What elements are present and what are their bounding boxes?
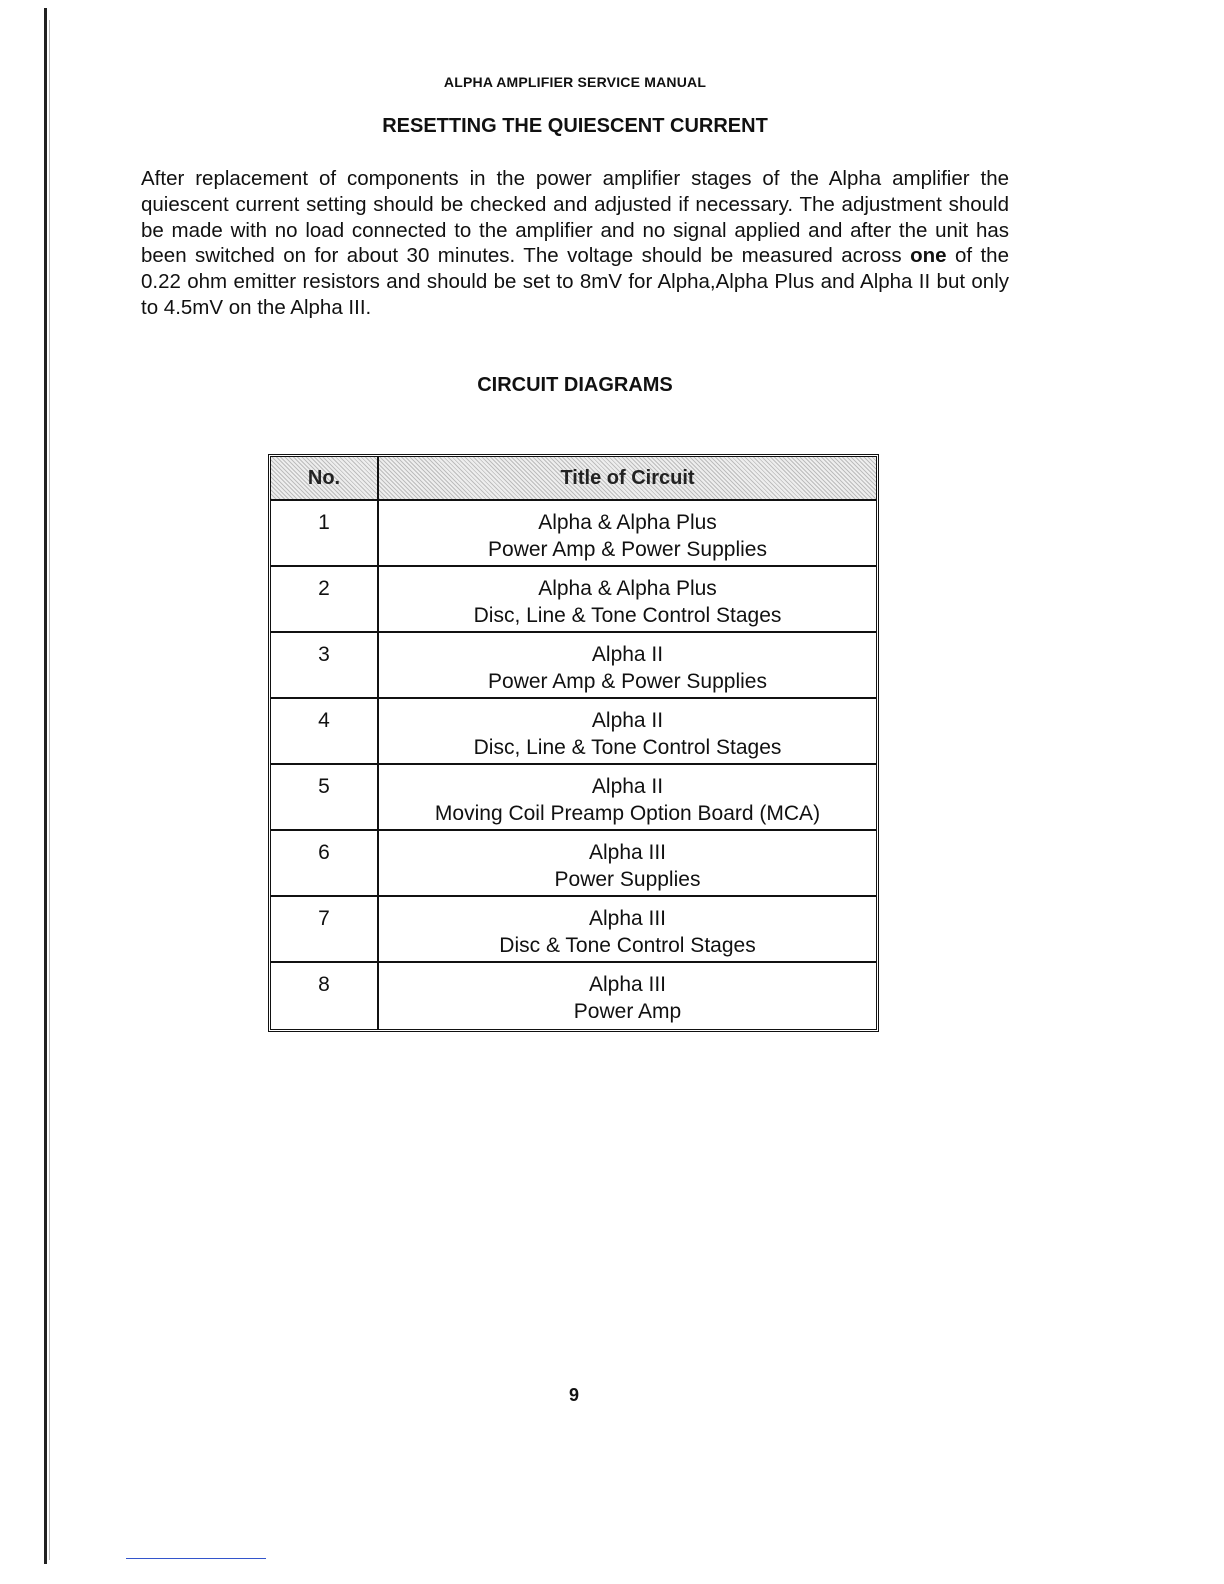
column-header-no: No. <box>271 457 379 501</box>
paragraph-text-part1: After replacement of components in the power amplifier stages of the Alpha amplifier the quiescent current setting should be checked and adjusted if necessary. The adjustment should be made with no load connected to the amplifier and no signal applied and after the unit has been switched on for about 30 minutes. The voltage should be measured across <box>141 167 1009 268</box>
column-header-title: Title of Circuit <box>379 457 876 501</box>
binding-edge-line <box>44 8 47 1564</box>
running-header: ALPHA AMPLIFIER SERVICE MANUAL <box>443 74 707 90</box>
circuit-description: Power Supplies <box>554 868 701 891</box>
circuit-description: Power Amp & Power Supplies <box>488 670 767 693</box>
table-row <box>271 831 876 897</box>
section-title-quiescent-current: RESETTING THE QUIESCENT CURRENT <box>382 115 768 137</box>
circuit-model: Alpha II <box>591 709 664 732</box>
circuit-description: Power Amp <box>573 1000 682 1023</box>
table-row <box>271 567 876 633</box>
table-row <box>271 897 876 963</box>
table-row <box>271 699 876 765</box>
section-title-circuit-diagrams: CIRCUIT DIAGRAMS <box>477 374 673 396</box>
row-number: 5 <box>271 765 379 831</box>
paragraph-text-part2: of the 0.22 ohm emitter resistors and should be set to 8mV for Alpha,Alpha Plus and Alpha II but only to 4.5mV on the Alpha III. <box>141 244 1009 319</box>
circuit-title-cell <box>379 963 876 1029</box>
circuit-title-cell <box>379 501 876 567</box>
paragraph-emphasis: one <box>910 244 947 268</box>
circuit-description: Disc, Line & Tone Control Stages <box>473 736 782 759</box>
table-row <box>271 963 876 1029</box>
circuit-model: Alpha III <box>588 907 667 930</box>
circuit-diagrams-table <box>268 454 879 1032</box>
row-number: 8 <box>271 963 379 1029</box>
row-number: 4 <box>271 699 379 765</box>
row-number: 7 <box>271 897 379 963</box>
circuit-model: Alpha & Alpha Plus <box>538 511 717 534</box>
circuit-model: Alpha II <box>591 775 664 798</box>
circuit-model: Alpha III <box>588 973 667 996</box>
row-number: 6 <box>271 831 379 897</box>
page-number: 9 <box>568 1385 579 1405</box>
circuit-description: Power Amp & Power Supplies <box>488 538 767 561</box>
table-row <box>271 633 876 699</box>
circuit-model: Alpha & Alpha Plus <box>538 577 717 600</box>
table-header-row <box>271 457 876 501</box>
binding-edge-shadow <box>49 20 50 1560</box>
circuit-description: Disc & Tone Control Stages <box>499 934 756 957</box>
quiescent-current-paragraph <box>141 166 1009 321</box>
circuit-title-cell <box>379 699 876 765</box>
table-row <box>271 501 876 567</box>
circuit-model: Alpha III <box>588 841 667 864</box>
circuit-title-cell <box>379 765 876 831</box>
circuit-title-cell <box>379 567 876 633</box>
circuit-description: Moving Coil Preamp Option Board (MCA) <box>434 802 821 825</box>
circuit-title-cell <box>379 831 876 897</box>
row-number: 1 <box>271 501 379 567</box>
circuit-title-cell <box>379 633 876 699</box>
table-row <box>271 765 876 831</box>
circuit-description: Disc, Line & Tone Control Stages <box>473 604 782 627</box>
circuit-model: Alpha II <box>591 643 664 666</box>
row-number: 2 <box>271 567 379 633</box>
circuit-title-cell <box>379 897 876 963</box>
footer-rule <box>126 1558 266 1559</box>
row-number: 3 <box>271 633 379 699</box>
